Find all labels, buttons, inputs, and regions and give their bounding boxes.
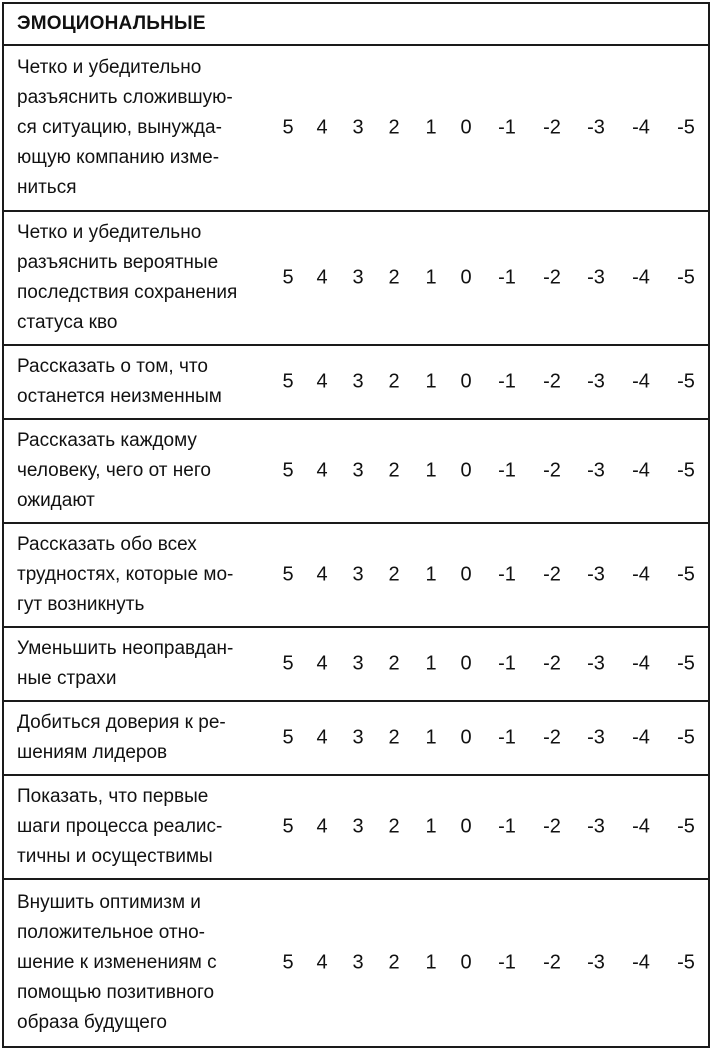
rating-scale xyxy=(4,346,708,418)
scale-value[interactable]: 2 xyxy=(388,563,400,586)
scale-value[interactable]: 5 xyxy=(282,266,294,289)
scale-value[interactable]: 5 xyxy=(282,563,294,586)
scale-value[interactable]: -3 xyxy=(587,563,605,586)
scale-value[interactable]: 0 xyxy=(460,726,472,749)
scale-value[interactable]: 5 xyxy=(282,815,294,838)
row-label-line: Показать, что первые xyxy=(17,786,209,807)
rating-scale xyxy=(4,776,708,878)
scale-value[interactable]: 1 xyxy=(425,815,437,838)
row-label-line: последствия сохранения xyxy=(17,282,238,303)
table-row xyxy=(4,212,708,346)
scale-value[interactable]: -2 xyxy=(543,459,561,482)
rating-scale xyxy=(4,702,708,774)
row-label-line: шаги процесса реалис- xyxy=(17,816,223,837)
scale-value[interactable]: -2 xyxy=(543,370,561,393)
table-row xyxy=(4,524,708,628)
scale-value[interactable]: -4 xyxy=(632,266,650,289)
scale-value[interactable]: -1 xyxy=(498,563,516,586)
scale-value[interactable]: 4 xyxy=(316,726,328,749)
rating-scale xyxy=(4,46,708,210)
scale-value[interactable]: -3 xyxy=(587,726,605,749)
row-label-line: ся ситуацию, вынужда- xyxy=(17,117,222,138)
scale-value[interactable]: 3 xyxy=(352,370,364,393)
scale-value[interactable]: -3 xyxy=(587,652,605,675)
scale-value[interactable]: 0 xyxy=(460,116,472,139)
scale-value[interactable]: 5 xyxy=(282,726,294,749)
table-row xyxy=(4,880,708,1046)
scale-value[interactable]: -2 xyxy=(543,815,561,838)
row-label-line: останется неизменным xyxy=(17,386,222,407)
scale-value[interactable]: -1 xyxy=(498,116,516,139)
scale-value[interactable]: 4 xyxy=(316,370,328,393)
row-label-line: статуса кво xyxy=(17,312,118,333)
scale-value[interactable]: 3 xyxy=(352,652,364,675)
row-label-line: шение к изменениям с xyxy=(17,952,217,973)
scale-value[interactable]: 1 xyxy=(425,726,437,749)
row-label-line: помощью позитивного xyxy=(17,982,215,1003)
scale-value[interactable]: 0 xyxy=(460,370,472,393)
rating-scale xyxy=(4,524,708,626)
scale-value[interactable]: -4 xyxy=(632,951,650,974)
row-label-line: тичны и осуществимы xyxy=(17,846,213,867)
scale-value[interactable]: -5 xyxy=(677,563,695,586)
scale-value[interactable]: 1 xyxy=(425,370,437,393)
scale-value[interactable]: 3 xyxy=(352,563,364,586)
scale-value[interactable]: 1 xyxy=(425,459,437,482)
scale-value[interactable]: -5 xyxy=(677,266,695,289)
scale-value[interactable]: -4 xyxy=(632,563,650,586)
scale-value[interactable]: 0 xyxy=(460,266,472,289)
scale-value[interactable]: -1 xyxy=(498,370,516,393)
scale-value[interactable]: -4 xyxy=(632,726,650,749)
table-row xyxy=(4,628,708,702)
row-label-line: Четко и убедительно xyxy=(17,57,202,78)
scale-value[interactable]: -5 xyxy=(677,815,695,838)
scale-value[interactable]: 4 xyxy=(316,563,328,586)
scale-value[interactable]: -4 xyxy=(632,459,650,482)
scale-value[interactable]: 0 xyxy=(460,459,472,482)
scale-value[interactable]: 4 xyxy=(316,116,328,139)
scale-value[interactable]: 2 xyxy=(388,951,400,974)
scale-value[interactable]: 5 xyxy=(282,652,294,675)
table-body xyxy=(4,46,708,1046)
scale-value[interactable]: 2 xyxy=(388,652,400,675)
scale-value[interactable]: 2 xyxy=(388,266,400,289)
scale-value[interactable]: 2 xyxy=(388,815,400,838)
row-label-line: трудностях, которые мо- xyxy=(17,564,234,585)
row-label-line: образа будущего xyxy=(17,1012,167,1033)
scale-value[interactable]: 3 xyxy=(352,726,364,749)
scale-value[interactable]: 2 xyxy=(388,726,400,749)
scale-value[interactable]: -3 xyxy=(587,116,605,139)
scale-value[interactable]: 3 xyxy=(352,266,364,289)
row-label-line: ожидают xyxy=(17,490,95,511)
scale-value[interactable]: -3 xyxy=(587,815,605,838)
scale-value[interactable]: 2 xyxy=(388,459,400,482)
rating-scale xyxy=(4,880,708,1046)
scale-value[interactable]: 4 xyxy=(316,815,328,838)
row-label-line: ющую компанию изме- xyxy=(17,147,220,168)
scale-value[interactable]: 3 xyxy=(352,951,364,974)
scale-value[interactable]: -1 xyxy=(498,726,516,749)
row-label-line: ниться xyxy=(17,177,77,198)
table-row xyxy=(4,420,708,524)
scale-value[interactable]: -1 xyxy=(498,815,516,838)
section-title: ЭМОЦИОНАЛЬНЫЕ xyxy=(17,13,206,34)
row-label-line: шениям лидеров xyxy=(17,742,168,763)
scale-value[interactable]: 3 xyxy=(352,116,364,139)
scale-value[interactable]: 4 xyxy=(316,652,328,675)
scale-value[interactable]: 4 xyxy=(316,951,328,974)
row-label-line: Рассказать о том, что xyxy=(17,356,208,377)
scale-value[interactable]: -2 xyxy=(543,563,561,586)
scale-value[interactable]: -1 xyxy=(498,459,516,482)
scale-value[interactable]: 3 xyxy=(352,459,364,482)
scale-value[interactable]: -2 xyxy=(543,951,561,974)
rating-scale xyxy=(4,628,708,700)
scale-value[interactable]: -5 xyxy=(677,116,695,139)
row-label-line: Четко и убедительно xyxy=(17,222,202,243)
scale-value[interactable]: -1 xyxy=(498,951,516,974)
row-label-line: Внушить оптимизм и xyxy=(17,892,201,913)
row-label-line: разъяснить сложившую- xyxy=(17,87,233,108)
rating-scale xyxy=(4,420,708,522)
scale-value[interactable]: 1 xyxy=(425,563,437,586)
scale-value[interactable]: 0 xyxy=(460,815,472,838)
table-row xyxy=(4,346,708,420)
row-label-line: Рассказать каждому xyxy=(17,430,197,451)
scale-value[interactable]: -5 xyxy=(677,652,695,675)
row-label-line: человеку, чего от него xyxy=(17,460,211,481)
scale-value[interactable]: -3 xyxy=(587,459,605,482)
scale-value[interactable]: -2 xyxy=(543,116,561,139)
scale-value[interactable]: -4 xyxy=(632,116,650,139)
scale-value[interactable]: 5 xyxy=(282,459,294,482)
scale-value[interactable]: 5 xyxy=(282,370,294,393)
scale-value[interactable]: 1 xyxy=(425,652,437,675)
scale-value[interactable]: 5 xyxy=(282,116,294,139)
table-row xyxy=(4,46,708,212)
scale-value[interactable]: 5 xyxy=(282,951,294,974)
scale-value[interactable]: -4 xyxy=(632,815,650,838)
scale-value[interactable]: 1 xyxy=(425,116,437,139)
row-label-line: ные страхи xyxy=(17,668,117,689)
scale-value[interactable]: -1 xyxy=(498,652,516,675)
scale-value[interactable]: 1 xyxy=(425,266,437,289)
scale-value[interactable]: -5 xyxy=(677,459,695,482)
scale-value[interactable]: -2 xyxy=(543,266,561,289)
scale-value[interactable]: 4 xyxy=(316,459,328,482)
scale-value[interactable]: -4 xyxy=(632,652,650,675)
scale-value[interactable]: -3 xyxy=(587,266,605,289)
scale-value[interactable]: -3 xyxy=(587,951,605,974)
scale-value[interactable]: -2 xyxy=(543,652,561,675)
scale-value[interactable]: -3 xyxy=(587,370,605,393)
rating-table xyxy=(2,2,710,1048)
scale-value[interactable]: 2 xyxy=(388,116,400,139)
row-label-line: Добиться доверия к ре- xyxy=(17,712,226,733)
scale-value[interactable]: 4 xyxy=(316,266,328,289)
rating-scale xyxy=(4,212,708,344)
scale-value[interactable]: 0 xyxy=(460,951,472,974)
scale-value[interactable]: 2 xyxy=(388,370,400,393)
row-label-line: Уменьшить неоправдан- xyxy=(17,638,234,659)
scale-value[interactable]: -5 xyxy=(677,726,695,749)
scale-value[interactable]: 0 xyxy=(460,652,472,675)
section-header xyxy=(4,4,708,46)
scale-value[interactable]: -2 xyxy=(543,726,561,749)
scale-value[interactable]: -1 xyxy=(498,266,516,289)
scale-value[interactable]: -4 xyxy=(632,370,650,393)
scale-value[interactable]: -5 xyxy=(677,370,695,393)
scale-value[interactable]: 0 xyxy=(460,563,472,586)
scale-value[interactable]: -5 xyxy=(677,951,695,974)
row-label-line: разъяснить вероятные xyxy=(17,252,219,273)
row-label-line: гут возникнуть xyxy=(17,594,145,615)
scale-value[interactable]: 3 xyxy=(352,815,364,838)
row-label-line: Рассказать обо всех xyxy=(17,534,197,555)
row-label-line: положительное отно- xyxy=(17,922,205,943)
table-row xyxy=(4,776,708,880)
table-row xyxy=(4,702,708,776)
scale-value[interactable]: 1 xyxy=(425,951,437,974)
